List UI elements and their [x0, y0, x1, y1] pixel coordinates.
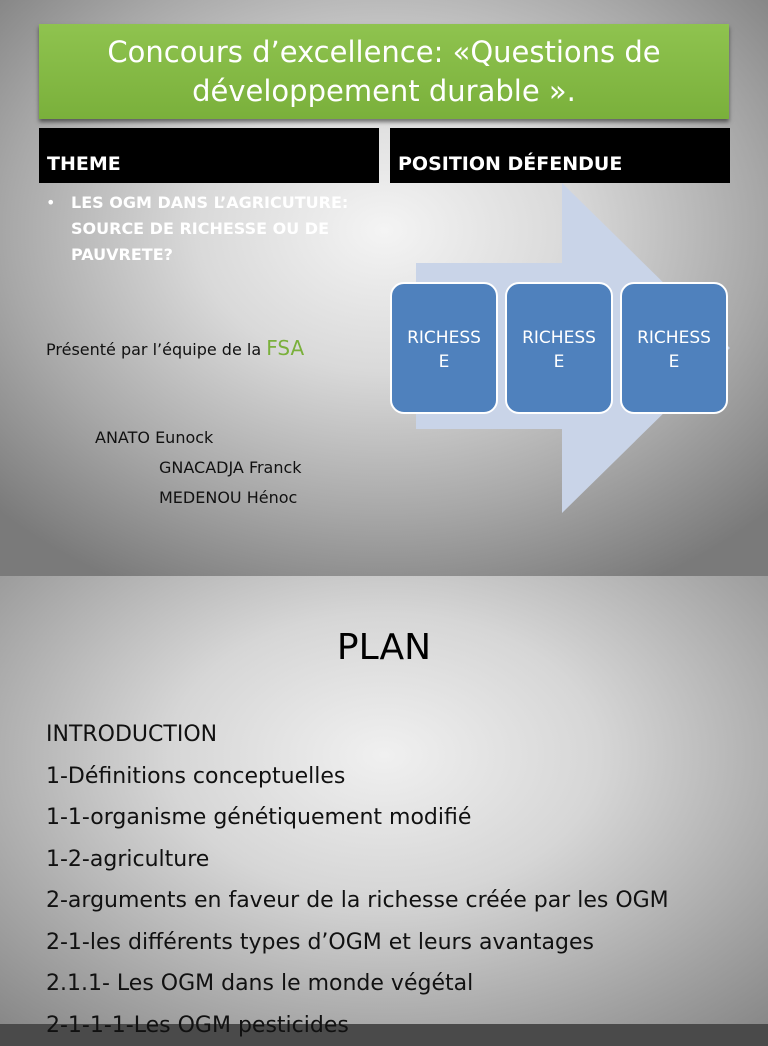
- process-box-line2: E: [507, 350, 611, 374]
- process-box-line2: E: [392, 350, 496, 374]
- plan-item: 2.1.1- Les OGM dans le monde végétal: [46, 963, 669, 1005]
- process-box: [390, 282, 498, 414]
- member-name: ANATO Eunock: [95, 428, 213, 447]
- process-box-line1: RICHESS: [392, 326, 496, 350]
- process-box-line2: E: [622, 350, 726, 374]
- process-box: [620, 282, 728, 414]
- plan-item: INTRODUCTION: [46, 714, 669, 756]
- position-header: POSITION DÉFENDUE: [390, 128, 730, 183]
- title-line-1: Concours d’excellence: «Questions de: [107, 33, 660, 72]
- presented-by-label: Présenté par l’équipe de la: [46, 340, 266, 359]
- process-box-line1: RICHESS: [507, 326, 611, 350]
- process-box: [505, 282, 613, 414]
- plan-list: [46, 714, 669, 1046]
- plan-item: 1-2-agriculture: [46, 839, 669, 881]
- theme-text: LES OGM DANS L’AGRICUTURE: SOURCE DE RICHESSE OU DE PAUVRETE?: [71, 190, 366, 268]
- process-box-line1: RICHESS: [622, 326, 726, 350]
- plan-item: 1-Définitions conceptuelles: [46, 756, 669, 798]
- team-name: FSA: [266, 336, 304, 360]
- theme-header: THEME: [39, 128, 379, 183]
- plan-title: PLAN: [0, 627, 768, 668]
- bullet-icon: •: [46, 190, 55, 216]
- title-line-2: développement durable ».: [192, 72, 576, 111]
- plan-item: 2-1-les différents types d’OGM et leurs avantages: [46, 922, 669, 964]
- plan-item: 2-arguments en faveur de la richesse créée par les OGM: [46, 880, 669, 922]
- slide-plan: [0, 576, 768, 1024]
- plan-item: 2-1-1-1-Les OGM pesticides: [46, 1005, 669, 1046]
- member-name: GNACADJA Franck: [159, 458, 302, 477]
- presented-by: [46, 336, 304, 360]
- slide-title-banner: [39, 24, 729, 119]
- theme-bullet-item: [46, 190, 366, 268]
- plan-item: 1-1-organisme génétiquement modifié: [46, 797, 669, 839]
- member-name: MEDENOU Hénoc: [159, 488, 297, 507]
